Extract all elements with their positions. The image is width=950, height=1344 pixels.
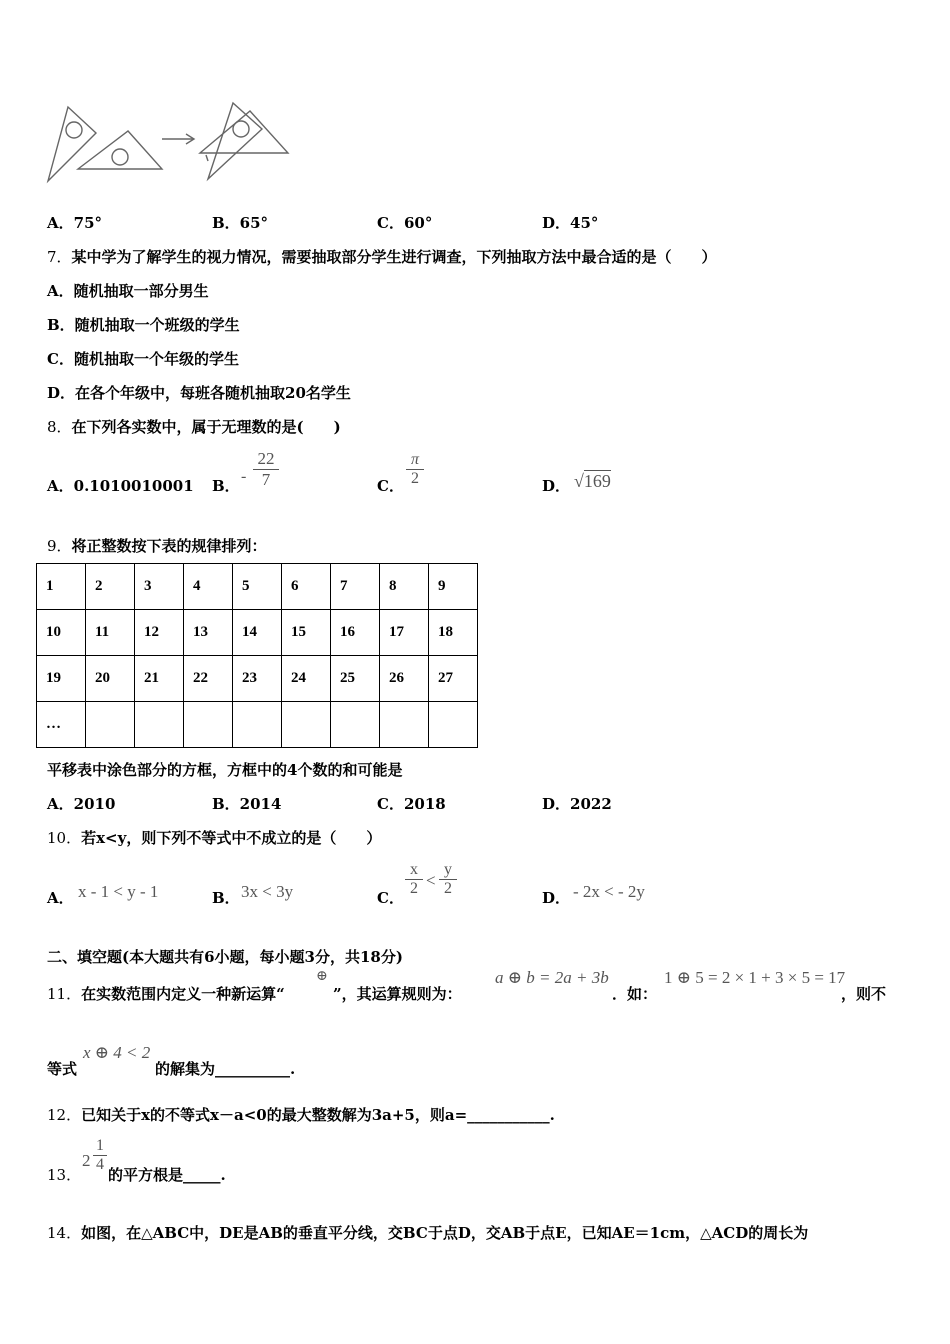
q13-whole: 2 bbox=[82, 1151, 91, 1170]
q8-b-numerator: 22 bbox=[257, 449, 275, 468]
table-cell: 15 bbox=[282, 610, 331, 656]
q10-a-expression: x - 1 < y - 1 bbox=[78, 882, 159, 901]
q8-b-sign: - bbox=[241, 468, 247, 485]
q8-c-denominator: 2 bbox=[406, 469, 424, 488]
table-cell bbox=[282, 702, 331, 748]
table-cell bbox=[233, 702, 282, 748]
table-row bbox=[37, 564, 478, 610]
q11-example: 1 ⊕ 5 = 2 × 1 + 3 × 5 = 17 bbox=[664, 968, 846, 987]
angle-mark bbox=[206, 155, 208, 161]
q10-c-left-numerator: x bbox=[410, 861, 418, 878]
q7-option-d: D．在各个年级中，每班各随机抽取20名学生 bbox=[47, 384, 351, 402]
middle-set-square-hole bbox=[112, 149, 128, 165]
table-cell: 19 bbox=[37, 656, 86, 702]
q10-b-expression: 3x < 3y bbox=[241, 882, 294, 901]
q8-d-label: D． bbox=[542, 477, 571, 495]
q7-option-b: B．随机抽取一个班级的学生 bbox=[47, 316, 240, 334]
q10-c-label: C． bbox=[377, 889, 404, 907]
q10-c-right-fraction bbox=[439, 861, 457, 898]
q9-number: 9． bbox=[47, 537, 72, 555]
set-square-figure bbox=[40, 95, 295, 190]
table-cell: 20 bbox=[86, 656, 135, 702]
q8-stem bbox=[47, 416, 341, 437]
table-cell: 21 bbox=[135, 656, 184, 702]
q13-fraction bbox=[93, 1137, 107, 1174]
q8-c-numerator: π bbox=[410, 451, 419, 468]
left-set-square-hole bbox=[66, 122, 82, 138]
table-cell: 17 bbox=[380, 610, 429, 656]
q14-body: 如图，在△ABC中，DE是AB的垂直平分线，交BC于点D，交AB于点E，已知AE＝1cm，△ACD的周长为 bbox=[81, 1224, 809, 1242]
table-cell: 27 bbox=[429, 656, 478, 702]
q8-c-fraction bbox=[406, 451, 424, 488]
table-cell: 11 bbox=[86, 610, 135, 656]
q13-denominator: 4 bbox=[93, 1155, 107, 1174]
table-cell bbox=[380, 702, 429, 748]
q10-d-label: D． bbox=[542, 889, 571, 907]
q8-number: 8． bbox=[47, 418, 72, 436]
q10-c-right-denominator: 2 bbox=[439, 879, 457, 898]
q10-c-right-numerator: y bbox=[444, 861, 452, 878]
q8-b-denominator: 7 bbox=[253, 469, 279, 490]
table-cell bbox=[86, 702, 135, 748]
table-cell: 24 bbox=[282, 656, 331, 702]
table-cell: 14 bbox=[233, 610, 282, 656]
q9-stem-text: 将正整数按下表的规律排列： bbox=[71, 537, 267, 555]
left-set-square bbox=[48, 107, 96, 181]
table-cell: 16 bbox=[331, 610, 380, 656]
q11-number: 11． bbox=[47, 985, 82, 1003]
q9-stem bbox=[47, 535, 267, 556]
q6-option-d: D．45° bbox=[542, 214, 599, 232]
q8-b-label: B． bbox=[212, 477, 240, 495]
table-row bbox=[37, 610, 478, 656]
q10-number: 10． bbox=[47, 829, 82, 847]
q11-line2-a: 等式 bbox=[47, 1060, 78, 1078]
overlap-set-square-hole bbox=[233, 121, 249, 137]
q7-stem bbox=[47, 246, 717, 267]
table-cell: 1 bbox=[37, 564, 86, 610]
table-cell: 10 bbox=[37, 610, 86, 656]
table-cell: 5 bbox=[233, 564, 282, 610]
table-row bbox=[37, 656, 478, 702]
q12-body: 已知关于x的不等式x－a<0的最大整数解为3a+5，则a=___________. bbox=[81, 1106, 555, 1124]
q12-number: 12． bbox=[47, 1106, 82, 1124]
q7-stem-text: 某中学为了解学生的视力情况，需要抽取部分学生进行调查，下列抽取方法中最合适的是（ ） bbox=[71, 248, 717, 266]
table-cell: 26 bbox=[380, 656, 429, 702]
q13-text: 的平方根是_____. bbox=[108, 1166, 226, 1184]
q7-number: 7． bbox=[47, 248, 72, 266]
table-cell: 12 bbox=[135, 610, 184, 656]
q14-text bbox=[47, 1222, 808, 1243]
table-cell bbox=[184, 702, 233, 748]
q10-stem-text: 若x<y，则下列不等式中不成立的是（ ） bbox=[81, 829, 382, 847]
table-cell: 25 bbox=[331, 656, 380, 702]
q6-option-c: C．60° bbox=[377, 214, 433, 232]
overlap-set-square-b bbox=[200, 111, 288, 153]
q8-c-label: C． bbox=[377, 477, 404, 495]
q13-numerator: 1 bbox=[96, 1137, 104, 1154]
q8-b-fraction bbox=[253, 449, 279, 490]
q6-option-a: A．75° bbox=[47, 214, 103, 232]
q11-stem-a: 在实数范围内定义一种新运算“ bbox=[81, 985, 285, 1003]
table-cell: 4 bbox=[184, 564, 233, 610]
sqrt-icon: √ bbox=[574, 471, 584, 491]
q10-c-left-fraction bbox=[405, 861, 423, 898]
middle-set-square bbox=[78, 131, 162, 169]
q10-a-label: A． bbox=[47, 889, 74, 907]
table-cell: 13 bbox=[184, 610, 233, 656]
table-cell: 7 bbox=[331, 564, 380, 610]
q11-stem-part-b: ”，其运算规则为： bbox=[333, 985, 462, 1003]
table-cell: 18 bbox=[429, 610, 478, 656]
q9-option-c: C．2018 bbox=[377, 795, 446, 813]
q9-option-d: D．2022 bbox=[542, 795, 612, 813]
number-table bbox=[36, 563, 478, 748]
q8-d-radical bbox=[574, 471, 611, 492]
q13-number-text: 13． bbox=[47, 1166, 82, 1184]
q10-c-operator: < bbox=[426, 871, 436, 890]
table-cell: 22 bbox=[184, 656, 233, 702]
table-cell bbox=[135, 702, 184, 748]
q11-mid-text: ．如： bbox=[612, 985, 658, 1003]
q10-c-left-denominator: 2 bbox=[405, 879, 423, 898]
table-cell: 6 bbox=[282, 564, 331, 610]
table-cell bbox=[331, 702, 380, 748]
q8-a-label: A． bbox=[47, 477, 74, 495]
oplus-icon: ⊕ bbox=[316, 969, 328, 984]
q13-number bbox=[47, 1164, 81, 1185]
q8-a-value: 0.1010010001 bbox=[73, 477, 194, 495]
q11-inequality: x ⊕ 4 < 2 bbox=[83, 1043, 151, 1062]
q8-option-a bbox=[47, 475, 194, 496]
q7-option-c: C．随机抽取一个年级的学生 bbox=[47, 350, 239, 368]
q6-option-b: B．65° bbox=[212, 214, 269, 232]
q11-line2-b: 的解集为__________. bbox=[155, 1060, 296, 1078]
q11-rule: a ⊕ b = 2a + 3b bbox=[495, 968, 609, 987]
table-cell: 23 bbox=[233, 656, 282, 702]
section-2-title: 二、填空题(本大题共有6小题，每小题3分，共18分) bbox=[47, 948, 403, 966]
table-cell: 8 bbox=[380, 564, 429, 610]
table-cell: 3 bbox=[135, 564, 184, 610]
q8-d-radicand: 169 bbox=[583, 471, 611, 491]
q7-option-a: A．随机抽取一部分男生 bbox=[47, 282, 209, 300]
q8-stem-text: 在下列各实数中，属于无理数的是( ) bbox=[71, 418, 341, 436]
q10-b-label: B． bbox=[212, 889, 240, 907]
table-cell: 9 bbox=[429, 564, 478, 610]
table-cell: … bbox=[37, 702, 86, 748]
q14-number: 14． bbox=[47, 1224, 82, 1242]
q12-text bbox=[47, 1104, 555, 1125]
q10-stem bbox=[47, 827, 381, 848]
q10-d-expression: - 2x < - 2y bbox=[573, 882, 645, 901]
q9-after-text: 平移表中涂色部分的方框，方框中的4个数的和可能是 bbox=[47, 761, 403, 779]
q9-option-a: A．2010 bbox=[47, 795, 116, 813]
q11-end-text: ，则不 bbox=[841, 985, 887, 1003]
q11-stem-part-a bbox=[47, 983, 285, 1004]
table-row bbox=[37, 702, 478, 748]
table-cell: 2 bbox=[86, 564, 135, 610]
q9-option-b: B．2014 bbox=[212, 795, 282, 813]
table-cell bbox=[429, 702, 478, 748]
